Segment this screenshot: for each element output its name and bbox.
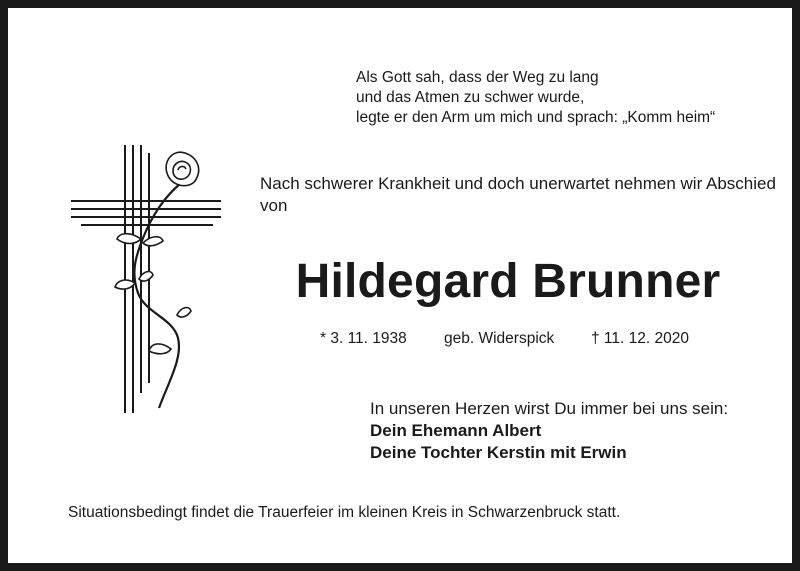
deceased-name: Hildegard Brunner xyxy=(295,255,721,308)
poem-line-3: legte er den Arm um mich und sprach: „Komm heim“ xyxy=(356,109,716,126)
birth-date: * 3. 11. 1938 xyxy=(320,330,407,347)
closing-line: In unseren Herzen wirst Du immer bei uns sein: xyxy=(370,399,729,418)
footer-note: Situationsbedingt findet die Trauerfeier im kleinen Kreis in Schwarzenbruck statt. xyxy=(68,504,621,521)
closing-section xyxy=(370,398,728,464)
poem-line-2: und das Atmen zu schwer wurde, xyxy=(356,89,585,106)
poem-line-1: Als Gott sah, dass der Weg zu lang xyxy=(356,69,599,86)
mourner-1: Dein Ehemann Albert xyxy=(370,421,542,440)
intro-text: Nach schwerer Krankheit und doch unerwartet nehmen wir Abschied von xyxy=(260,174,776,215)
death-date: † 11. 12. 2020 xyxy=(591,330,689,347)
poem xyxy=(356,68,715,128)
mourner-2: Deine Tochter Kerstin mit Erwin xyxy=(370,443,627,462)
maiden-name: geb. Widerspick xyxy=(444,330,555,347)
